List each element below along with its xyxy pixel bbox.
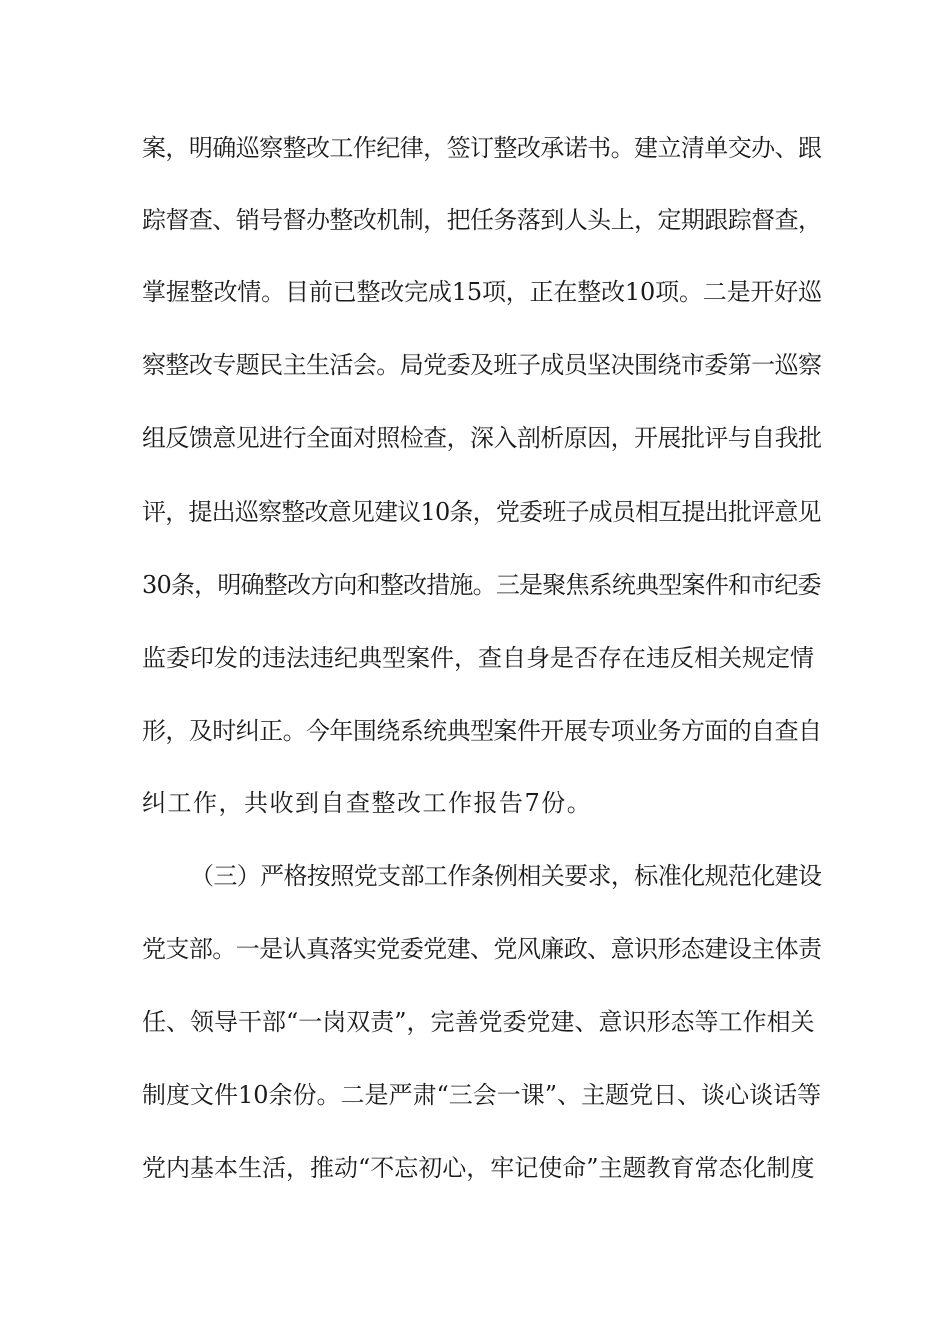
- paragraph-line-6: 评，提出巡察整改意见建议10条，党委班子成员相互提出批评意见: [142, 498, 821, 526]
- paragraph-line-13: 任、领导干部“一岗双责”，完善党委党建、意识形态等工作相关: [142, 1008, 815, 1036]
- section-heading-line: （三）严格按照党支部工作条例相关要求，标准化规范化建设: [190, 862, 822, 890]
- paragraph-line-12: 党支部。一是认真落实党委党建、党风廉政、意识形态建设主体责: [142, 935, 822, 963]
- paragraph-line-7: 30条，明确整改方向和整改措施。三是聚焦系统典型案件和市纪委: [142, 571, 821, 599]
- paragraph-line-8: 监委印发的违法违纪典型案件，查自身是否存在违反相关规定情: [142, 644, 814, 672]
- paragraph-line-3: 掌握整改情。目前已整改完成15项，正在整改10项。二是开好巡: [142, 278, 822, 306]
- paragraph-line-10: 纠工作，共收到自查整改工作报告7份。: [142, 789, 593, 817]
- paragraph-line-14: 制度文件10余份。二是严肃“三会一课”、主题党日、谈心谈话等: [142, 1081, 822, 1109]
- paragraph-line-1: 案，明确巡察整改工作纪律，签订整改承诺书。建立清单交办、跟: [142, 134, 822, 162]
- paragraph-line-9: 形，及时纠正。今年围绕系统典型案件开展专项业务方面的自查自: [142, 717, 822, 745]
- paragraph-line-5: 组反馈意见进行全面对照检查，深入剖析原因，开展批评与自我批: [142, 424, 822, 452]
- paragraph-line-4: 察整改专题民主生活会。局党委及班子成员坚决围绕市委第一巡察: [142, 351, 822, 379]
- paragraph-line-15: 党内基本生活，推动“不忘初心，牢记使命”主题教育常态化制度: [142, 1154, 815, 1182]
- paragraph-line-2: 踪督查、销号督办整改机制，把任务落到人头上，定期跟踪督查，: [142, 206, 822, 234]
